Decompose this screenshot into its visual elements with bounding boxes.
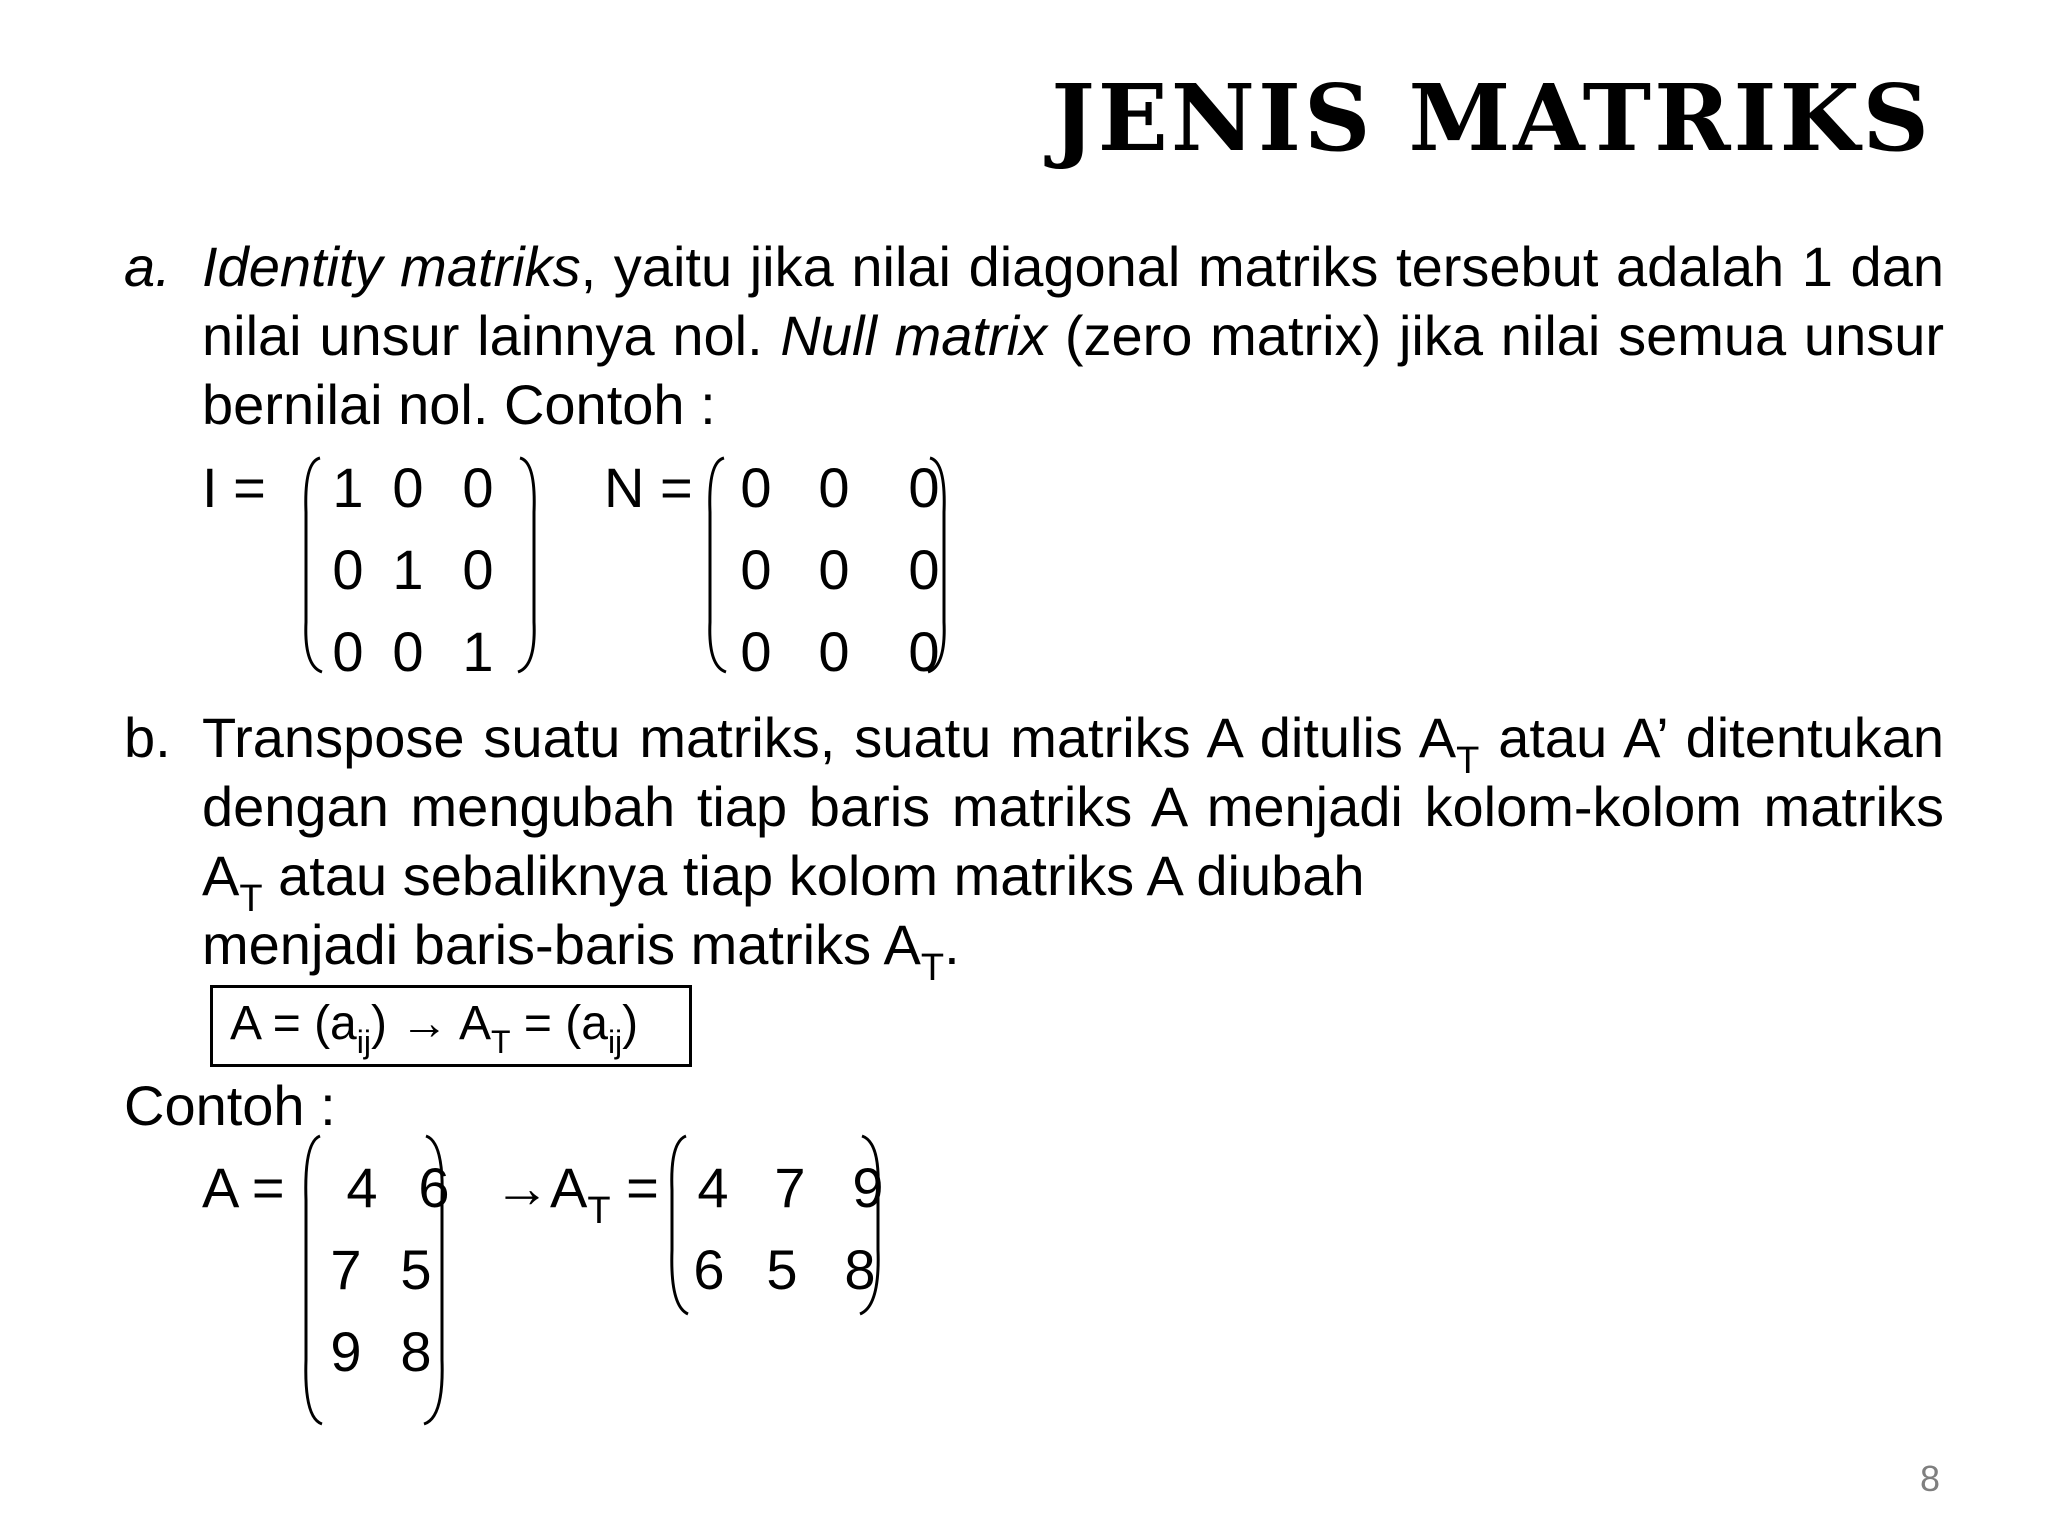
matrix-a-cell: 8 (400, 1320, 432, 1383)
item-b-seg-2: atau A’ ditentukan dengan mengubah tiap baris matriks A menjadi kolom-kolom matriks A (202, 706, 1944, 907)
matrix-a-cell: 4 (346, 1156, 378, 1219)
item-a-body (202, 232, 1944, 439)
identity-cell: 0 (332, 538, 364, 601)
item-b-marker: b. (124, 706, 171, 769)
transpose-label (494, 1156, 659, 1232)
item-b-sub-1: T (1456, 740, 1480, 782)
null-cell: 0 (818, 620, 850, 683)
item-b-seg-1: Transpose suatu matriks, suatu matriks A ditulis A (202, 706, 1457, 769)
identity-cell: 0 (462, 538, 494, 601)
formula-text (230, 997, 639, 1060)
matrix-a-cell: 9 (330, 1320, 362, 1383)
formula-part-1: A = (a (230, 997, 357, 1050)
example-heading: Contoh : (124, 1074, 336, 1137)
item-a-text-2: (zero matrix) jika nilai semua unsur bernilai nol. Contoh : (202, 304, 1945, 436)
null-cell: 0 (818, 456, 850, 519)
item-b-paragraph (124, 703, 1944, 989)
matrix-at-cell: 5 (766, 1238, 798, 1301)
formula-part-3: = (a (510, 997, 608, 1050)
page-number: 8 (1919, 1458, 1940, 1499)
identity-cell: 0 (392, 620, 424, 683)
item-b-seg-5: . (944, 913, 960, 976)
identity-cell: 1 (462, 620, 494, 683)
term-null: Null matrix (780, 304, 1048, 367)
matrix-a-cell: 7 (330, 1238, 362, 1301)
formula-sub-1: ij (356, 1024, 371, 1060)
null-cell: 0 (740, 620, 772, 683)
transpose-equals: = (610, 1156, 659, 1219)
identity-cell: 0 (462, 456, 494, 519)
identity-cell: 0 (392, 456, 424, 519)
matrix-at-cell: 8 (844, 1238, 876, 1301)
null-label: N = (604, 456, 693, 519)
null-cell: 0 (908, 538, 940, 601)
page-title: JENIS MATRIKS (1051, 64, 1932, 172)
term-identity: Identity matriks (202, 235, 581, 298)
formula-part-2: ) → A (370, 997, 491, 1050)
matrix-at-cell: 9 (852, 1156, 884, 1219)
matrix-a-cell: 6 (418, 1156, 450, 1219)
identity-cell: 1 (392, 538, 424, 601)
null-cell: 0 (740, 538, 772, 601)
formula-sub-2: T (491, 1024, 511, 1060)
formula-sub-3: ij (607, 1024, 623, 1060)
null-cell: 0 (908, 456, 940, 519)
matrix-at-cell: 6 (693, 1238, 725, 1301)
matrix-a-cell: 5 (400, 1238, 432, 1301)
item-a-text-1: , yaitu jika nilai diagonal matriks tersebut adalah 1 dan nilai unsur lainnya nol. (202, 235, 1944, 367)
item-b-last-line (202, 910, 1944, 989)
transpose-sub: T (587, 1190, 611, 1232)
item-b-sub-2: T (239, 878, 263, 920)
item-b-body (202, 703, 1944, 989)
matrix-a-label: A = (202, 1156, 285, 1219)
null-cell: 0 (908, 620, 940, 683)
identity-label: I = (202, 456, 266, 519)
identity-cell: 1 (332, 456, 364, 519)
null-cell: 0 (740, 456, 772, 519)
item-a-marker: a. (124, 235, 171, 298)
transpose-arrow-a: →A (494, 1156, 588, 1219)
null-cell: 0 (818, 538, 850, 601)
item-b-seg-3: atau sebaliknya tiap kolom matriks A diubah (262, 844, 1365, 907)
matrix-at-cell: 7 (774, 1156, 806, 1219)
item-b-seg-4: menjadi baris-baris matriks A (202, 913, 921, 976)
identity-right-bracket (518, 458, 534, 672)
item-a-paragraph (124, 232, 1944, 439)
matrix-at-cell: 4 (697, 1156, 729, 1219)
identity-cell: 0 (332, 620, 364, 683)
item-b-sub-3: T (920, 947, 945, 989)
formula-part-4: ) (622, 997, 639, 1050)
